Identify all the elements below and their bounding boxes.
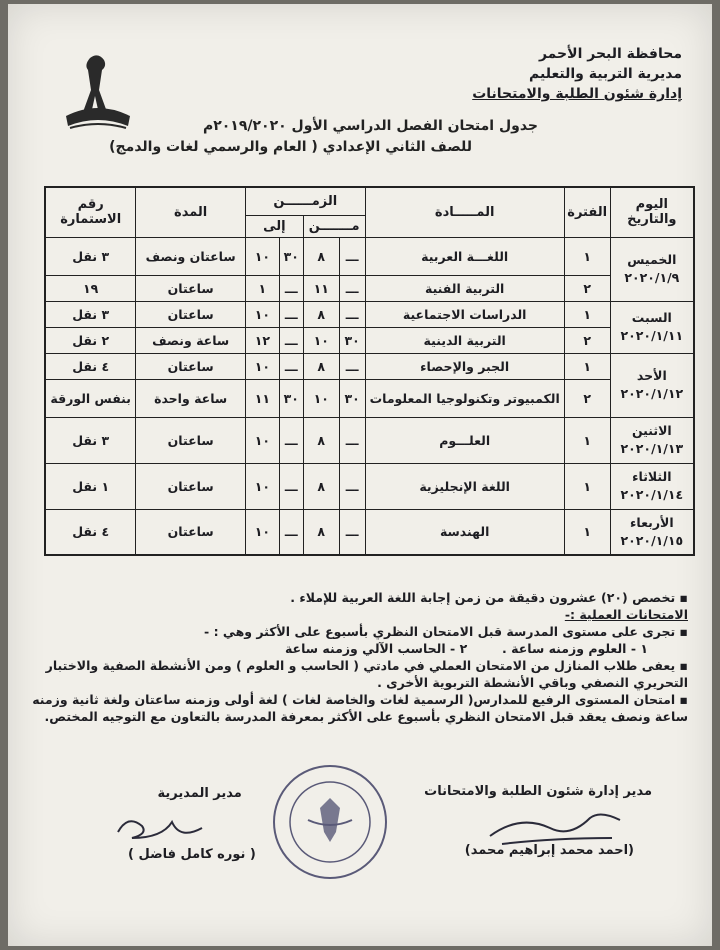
table-row [45,463,694,509]
duration-cell: ساعتان [136,275,246,301]
duration-cell: ساعة ونصف [136,327,246,353]
title-line-1: جدول امتحان الفصل الدراسي الأول ٢٠١٩/٢٠٢٠م [202,118,538,134]
note-advanced-level: ▪ امتحان المستوى الرفيع للمدارس( الرسمية لغات والخاصة لغات ) لغة أولى وزمنه ساعتان ولغة ثانية وزمنه ساعة ونصف يعقد قبل الامتحان النظري بأسبوع على الأكثر بمعرفة المدرسة بالتعاون مع التوجيه المختص. [32,692,688,724]
form-number-cell: ٤ نقل [45,509,136,555]
schedule-title [109,116,538,158]
to-minutes-cell: ـــ [279,463,303,509]
duration-cell: ساعتان [136,417,246,463]
to-hour-cell: ١ [245,275,279,301]
day-date-cell [610,417,694,463]
department-name: إدارة شئون الطلبة والامتحانات [472,86,682,102]
from-hour-cell: ٨ [303,353,339,379]
affairs-manager-title: مدير إدارة شئون الطلبة والامتحانات [424,784,652,799]
note-home-students: ▪ يعفى طلاب المنازل من الامتحان العملي في مادتي ( الحاسب و العلوم ) ومن الأنشطة الصفية والاختبار التحريري النصفي وباقي الأنشطة التربوية الأخرى . [45,658,688,690]
from-minutes-cell: ـــ [339,417,365,463]
subject-cell: التربية الدينية [365,327,564,353]
director-title: مدير المديرية [157,786,242,801]
table-row [45,237,694,275]
subject-cell: التربية الفنية [365,275,564,301]
note-practical-items [18,640,648,657]
day-name: الخميس [627,252,677,267]
to-minutes-cell: ـــ [279,509,303,555]
form-number-cell: ٣ نقل [45,237,136,275]
period-cell: ١ [564,463,610,509]
directorate-name: مديرية التربية والتعليم [529,66,682,82]
to-hour-cell: ١٠ [245,463,279,509]
day-date-cell [610,463,694,509]
from-minutes-cell: ـــ [339,353,365,379]
period-cell: ١ [564,417,610,463]
official-stamp-icon [270,762,390,882]
exam-date: ٢٠٢٠/١/١٥ [620,532,684,548]
header-to: إلى [245,215,303,237]
header-time: الزمــــــن [245,187,365,215]
period-cell: ١ [564,237,610,275]
table-row [45,301,694,327]
to-minutes-cell: ـــ [279,301,303,327]
day-date-cell [610,353,694,417]
to-hour-cell: ١٠ [245,417,279,463]
header-period: الفترة [564,187,610,237]
subject-cell: العلـــوم [365,417,564,463]
day-date-cell [610,237,694,301]
to-minutes-cell: ـــ [279,327,303,353]
practical-exams-heading: الامتحانات العملية :- [564,607,688,622]
from-minutes-cell: ـــ [339,509,365,555]
duration-cell: ساعة واحدة [136,379,246,417]
notes-section [18,589,688,725]
form-number-cell: ٣ نقل [45,301,136,327]
form-number-cell: ٢ نقل [45,327,136,353]
period-cell: ١ [564,301,610,327]
table-row [45,275,694,301]
director-signature-icon [108,808,218,848]
duration-cell: ساعتان ونصف [136,237,246,275]
duration-cell: ساعتان [136,463,246,509]
table-row [45,353,694,379]
from-hour-cell: ٨ [303,509,339,555]
table-row [45,509,694,555]
from-hour-cell: ١١ [303,275,339,301]
subject-cell: اللغة الإنجليزية [365,463,564,509]
form-number-cell: ١ نقل [45,463,136,509]
form-number-cell: بنفس الورقة [45,379,136,417]
subject-cell: الكمبيوتر وتكنولوجيا المعلومات [365,379,564,417]
from-minutes-cell: ـــ [339,237,365,275]
practical-computer: ٢ - الحاسب الآلي وزمنه ساعة [284,641,468,656]
header-subject: المـــــادة [365,187,564,237]
from-hour-cell: ٨ [303,301,339,327]
to-hour-cell: ١١ [245,379,279,417]
to-hour-cell: ١٢ [245,327,279,353]
to-hour-cell: ١٠ [245,301,279,327]
period-cell: ٢ [564,327,610,353]
day-name: الثلاثاء [632,469,672,484]
form-number-cell: ٣ نقل [45,417,136,463]
subject-cell: الهندسة [365,509,564,555]
signature-block-director [128,786,256,862]
form-number-cell: ٤ نقل [45,353,136,379]
header-form: رقم الاستمارة [45,187,136,237]
exam-date: ٢٠٢٠/١/٩ [624,270,680,285]
table-row [45,379,694,417]
document-page [8,4,712,946]
to-minutes-cell: ـــ [279,353,303,379]
from-minutes-cell: ٣٠ [339,379,365,417]
note-practical: ▪ تجرى على مستوى المدرسة قبل الامتحان النظري بأسبوع على الأكثر وهي : - [204,624,688,639]
header-day: اليوم والتاريخ [610,187,694,237]
from-minutes-cell: ٣٠ [339,327,365,353]
subject-cell: الدراسات الاجتماعية [365,301,564,327]
exam-date: ٢٠٢٠/١/١١ [620,328,684,343]
day-name: الأربعاء [630,514,674,530]
day-name: السبت [631,310,672,325]
to-minutes-cell: ٣٠ [279,237,303,275]
to-hour-cell: ١٠ [245,509,279,555]
table-row [45,327,694,353]
day-name: الأحد [636,368,667,383]
signature-block-affairs [424,784,652,858]
to-minutes-cell: ٣٠ [279,379,303,417]
day-name: الاثنين [631,423,672,438]
to-minutes-cell: ـــ [279,417,303,463]
day-date-cell [610,509,694,555]
duration-cell: ساعتان [136,509,246,555]
period-cell: ٢ [564,379,610,417]
letterhead [472,44,682,104]
period-cell: ١ [564,353,610,379]
director-name: ( نوره كامل فاضل ) [128,847,256,862]
to-hour-cell: ١٠ [245,237,279,275]
exam-date: ٢٠٢٠/١/١٤ [620,487,684,502]
period-cell: ٢ [564,275,610,301]
exam-schedule-table [44,186,695,556]
to-hour-cell: ١٠ [245,353,279,379]
from-hour-cell: ٨ [303,417,339,463]
practical-science: ١ - العلوم وزمنه ساعة . [502,641,648,656]
header-from: مـــــــن [303,215,365,237]
period-cell: ١ [564,509,610,555]
from-minutes-cell: ـــ [339,275,365,301]
title-line-2: للصف الثاني الإعدادي ( العام والرسمي لغات والدمج) [109,139,472,155]
from-hour-cell: ١٠ [303,379,339,417]
note-dictation: ▪ تخصص (٢٠) عشرون دقيقة من زمن إجابة اللغة العربية للإملاء . [290,590,688,605]
form-number-cell: ١٩ [45,275,136,301]
from-hour-cell: ٨ [303,237,339,275]
handwritten-signature-icon [482,806,632,856]
exam-date: ٢٠٢٠/١/١٢ [620,386,684,401]
subject-cell: الجبر والإحصاء [365,353,564,379]
to-minutes-cell: ـــ [279,275,303,301]
header-duration: المدة [136,187,246,237]
from-hour-cell: ١٠ [303,327,339,353]
subject-cell: اللغـــة العربية [365,237,564,275]
from-minutes-cell: ـــ [339,301,365,327]
affairs-manager-name: (احمد محمد إبراهيم محمد) [464,843,634,858]
duration-cell: ساعتان [136,353,246,379]
from-minutes-cell: ـــ [339,463,365,509]
from-hour-cell: ٨ [303,463,339,509]
duration-cell: ساعتان [136,301,246,327]
governorate-name: محافظة البحر الأحمر [538,46,682,62]
day-date-cell [610,301,694,353]
table-row [45,417,694,463]
exam-date: ٢٠٢٠/١/١٣ [620,441,684,456]
